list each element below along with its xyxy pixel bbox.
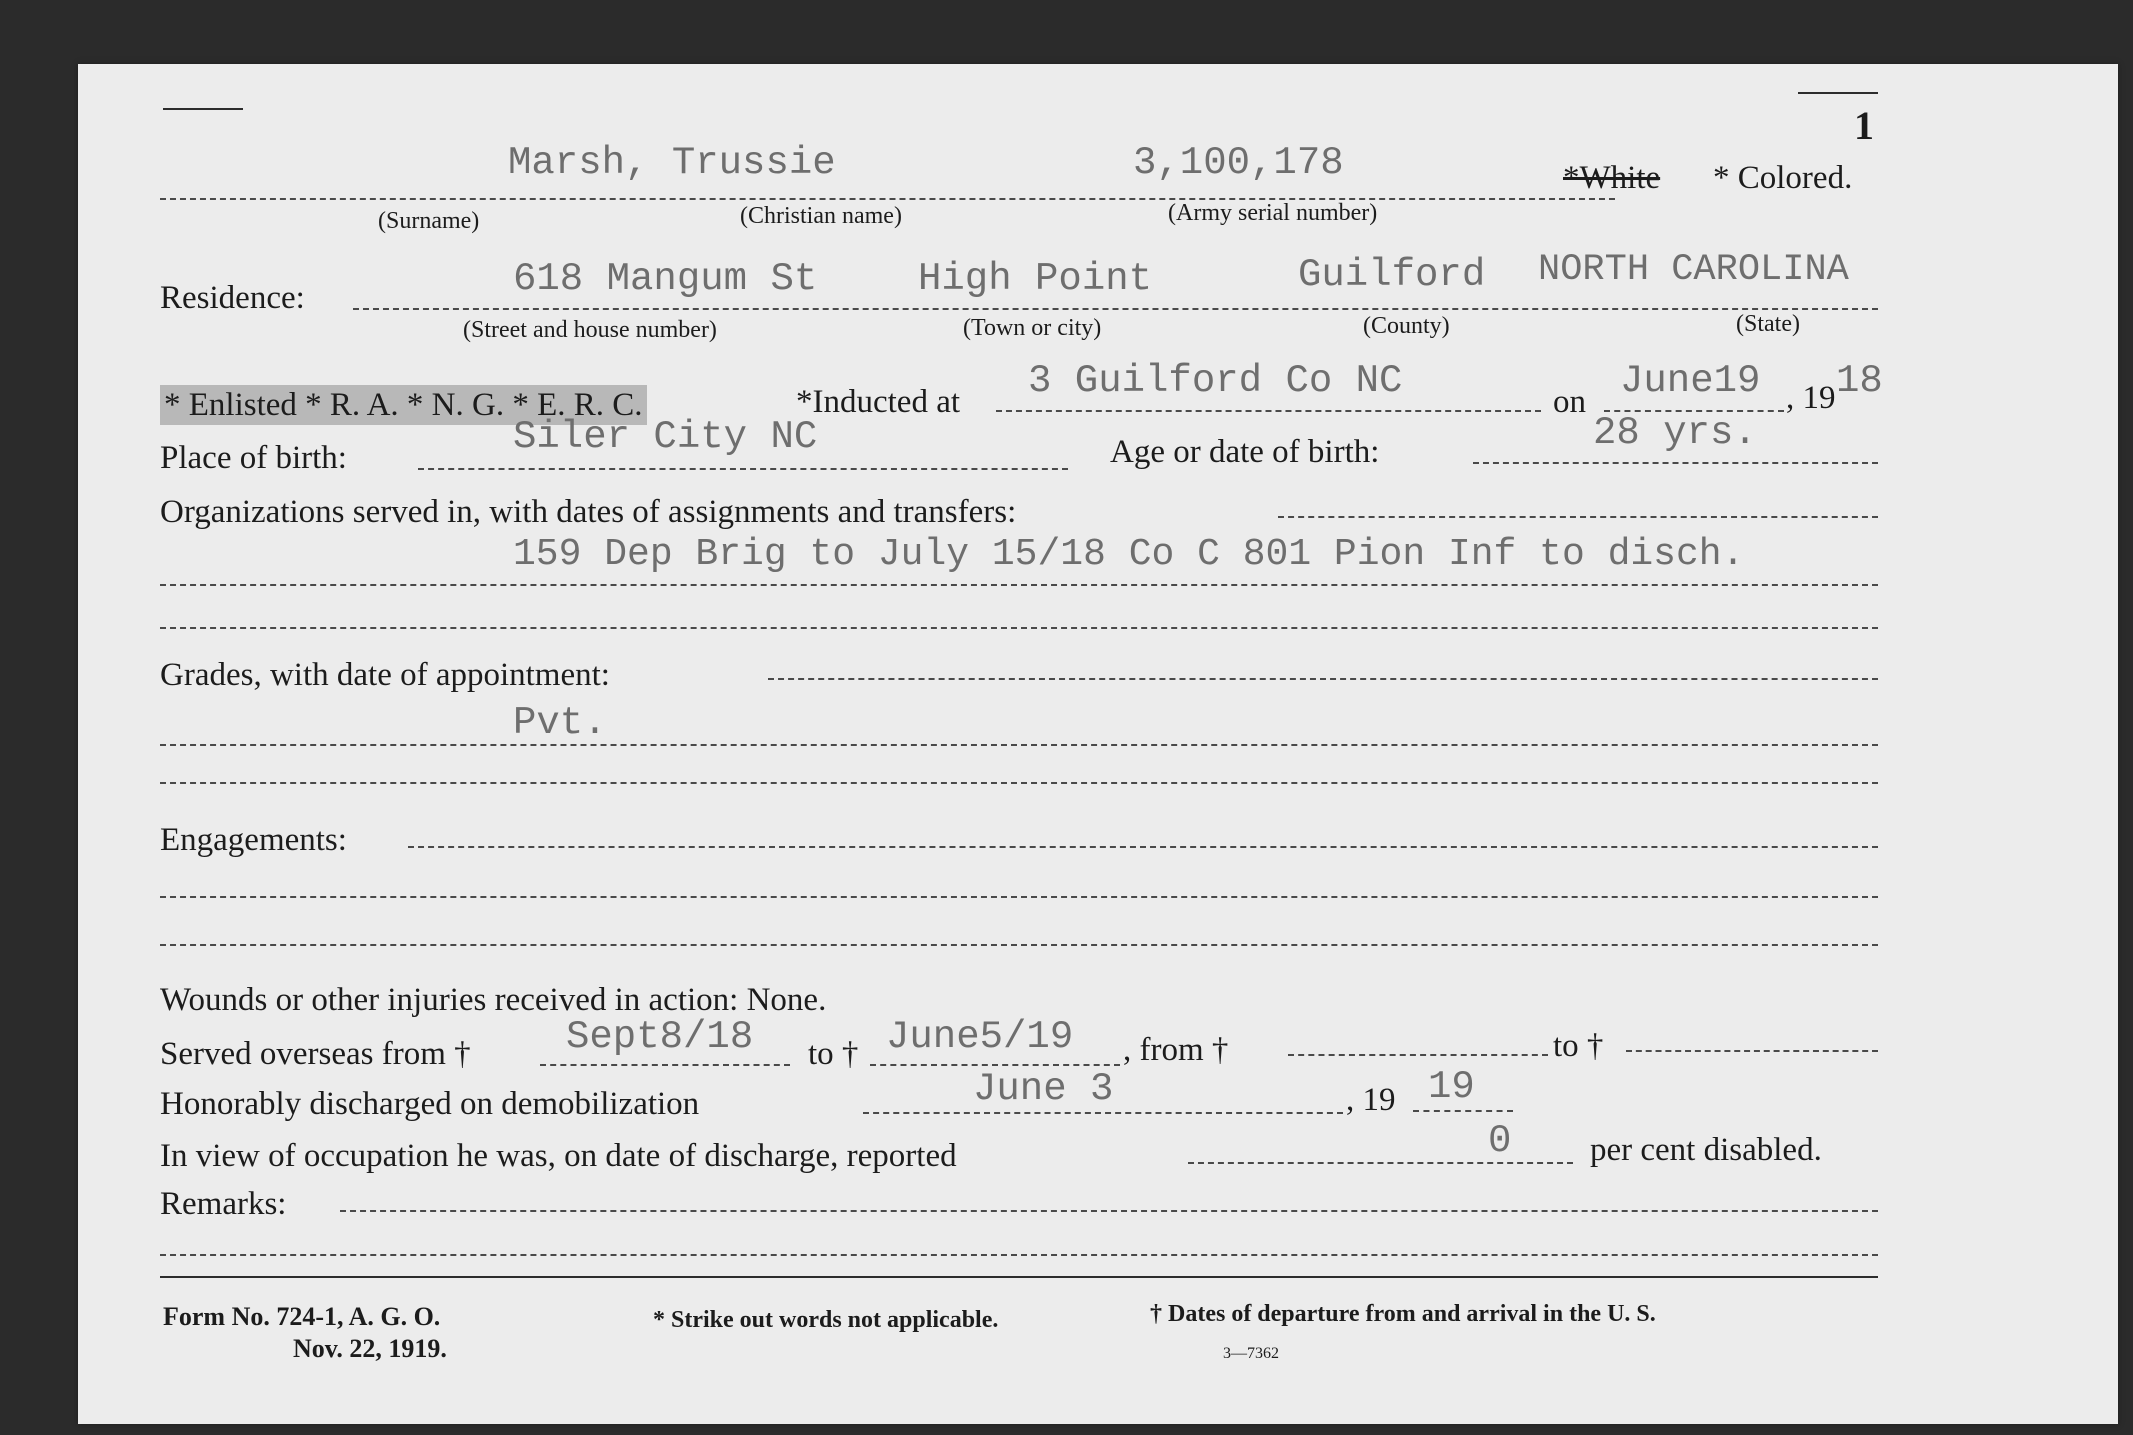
engagements-line-a bbox=[408, 846, 1878, 848]
caption-town: (Town or city) bbox=[963, 315, 1102, 341]
grade-value: Pvt. bbox=[513, 701, 607, 745]
overseas-from: Sept8/18 bbox=[566, 1015, 754, 1059]
discharge-year-prefix: , 19 bbox=[1346, 1082, 1396, 1118]
inducted-year-prefix: , 19 bbox=[1786, 380, 1836, 416]
overseas-to-line bbox=[870, 1064, 1120, 1066]
overseas-to: June5/19 bbox=[886, 1015, 1074, 1059]
place-of-birth-label: Place of birth: bbox=[160, 440, 347, 476]
inducted-line bbox=[996, 410, 1541, 412]
overseas-to2-label: to † bbox=[1553, 1028, 1604, 1064]
on-label: on bbox=[1553, 384, 1586, 420]
grades-label: Grades, with date of appointment: bbox=[160, 657, 610, 693]
strike-note: * Strike out words not applicable. bbox=[653, 1307, 999, 1333]
caption-surname: (Surname) bbox=[378, 208, 480, 234]
residence-label: Residence: bbox=[160, 280, 305, 316]
discharge-date: June 3 bbox=[973, 1067, 1114, 1111]
caption-christian-name: (Christian name) bbox=[740, 203, 902, 229]
residence-street: 618 Mangum St bbox=[513, 257, 818, 301]
caption-army-serial: (Army serial number) bbox=[1168, 200, 1378, 226]
remarks-label: Remarks: bbox=[160, 1186, 287, 1222]
remarks-line-a bbox=[340, 1210, 1878, 1212]
overseas-to-label: to † bbox=[808, 1036, 859, 1072]
residence-county: Guilford bbox=[1298, 253, 1486, 297]
remarks-line-b bbox=[160, 1254, 1878, 1256]
engagements-line-c bbox=[160, 944, 1878, 946]
soldier-name: Marsh, Trussie bbox=[508, 141, 836, 185]
top-left-rule bbox=[163, 108, 243, 110]
race-colored: * Colored. bbox=[1713, 160, 1853, 196]
inducted-year: 18 bbox=[1836, 359, 1883, 403]
residence-state: NORTH CAROLINA bbox=[1538, 249, 1849, 291]
army-serial-number: 3,100,178 bbox=[1133, 141, 1344, 185]
grades-line-a bbox=[768, 678, 1878, 680]
discharge-year-line bbox=[1413, 1110, 1513, 1112]
residence-line bbox=[353, 308, 1878, 310]
wounds-label: Wounds or other injuries received in action: None. bbox=[160, 982, 827, 1018]
overseas-from-line bbox=[540, 1064, 790, 1066]
inducted-label: *Inducted at bbox=[796, 384, 961, 420]
dates-note: † Dates of departure from and arrival in the U. S. bbox=[1150, 1301, 1656, 1327]
form-number: Form No. 724-1, A. G. O. bbox=[163, 1302, 441, 1331]
inducted-at: 3 Guilford Co NC bbox=[1028, 359, 1403, 403]
discharge-label: Honorably discharged on demobilization bbox=[160, 1086, 700, 1122]
place-of-birth-line bbox=[418, 468, 1068, 470]
organizations-label: Organizations served in, with dates of assignments and transfers: bbox=[160, 494, 1017, 530]
caption-state: (State) bbox=[1736, 311, 1800, 337]
organizations-line-a bbox=[1278, 516, 1878, 518]
footer-rule bbox=[160, 1276, 1878, 1278]
organizations-line-c bbox=[160, 627, 1878, 629]
overseas-to2-line bbox=[1626, 1050, 1878, 1052]
residence-town: High Point bbox=[918, 257, 1153, 301]
age-line bbox=[1473, 462, 1878, 464]
engagements-line-b bbox=[160, 896, 1878, 898]
card-number: 1 bbox=[1854, 103, 1874, 148]
race-white-struck: *White bbox=[1563, 160, 1661, 196]
organizations-value: 159 Dep Brig to July 15/18 Co C 801 Pion Inf to disch. bbox=[513, 533, 1745, 576]
top-right-rule bbox=[1798, 92, 1878, 94]
discharge-date-line bbox=[863, 1112, 1343, 1114]
grades-line-c bbox=[160, 782, 1878, 784]
disability-line bbox=[1188, 1162, 1573, 1164]
name-line bbox=[160, 198, 1615, 200]
age-value: 28 yrs. bbox=[1593, 411, 1757, 455]
overseas-from2-line bbox=[1288, 1054, 1548, 1056]
print-code: 3—7362 bbox=[1223, 1345, 1279, 1362]
age-label: Age or date of birth: bbox=[1110, 434, 1380, 470]
service-record-card bbox=[78, 64, 2118, 1424]
grades-line-b bbox=[160, 744, 1878, 746]
organizations-line-b bbox=[160, 584, 1878, 586]
form-date: Nov. 22, 1919. bbox=[293, 1334, 447, 1363]
caption-county: (County) bbox=[1363, 313, 1450, 339]
caption-street: (Street and house number) bbox=[463, 317, 717, 343]
overseas-label: Served overseas from † bbox=[160, 1036, 471, 1072]
place-of-birth: Siler City NC bbox=[513, 415, 818, 459]
enlistment-options-text: * Enlisted * R. A. * N. G. * E. R. C. bbox=[160, 385, 647, 425]
inducted-date: June19 bbox=[1620, 359, 1761, 403]
disability-suffix: per cent disabled. bbox=[1590, 1132, 1822, 1168]
disability-value: 0 bbox=[1488, 1119, 1512, 1163]
overseas-from2-label: , from † bbox=[1123, 1032, 1229, 1068]
discharge-year: 19 bbox=[1428, 1065, 1475, 1109]
engagements-label: Engagements: bbox=[160, 822, 347, 858]
disability-label: In view of occupation he was, on date of discharge, reported bbox=[160, 1138, 957, 1174]
